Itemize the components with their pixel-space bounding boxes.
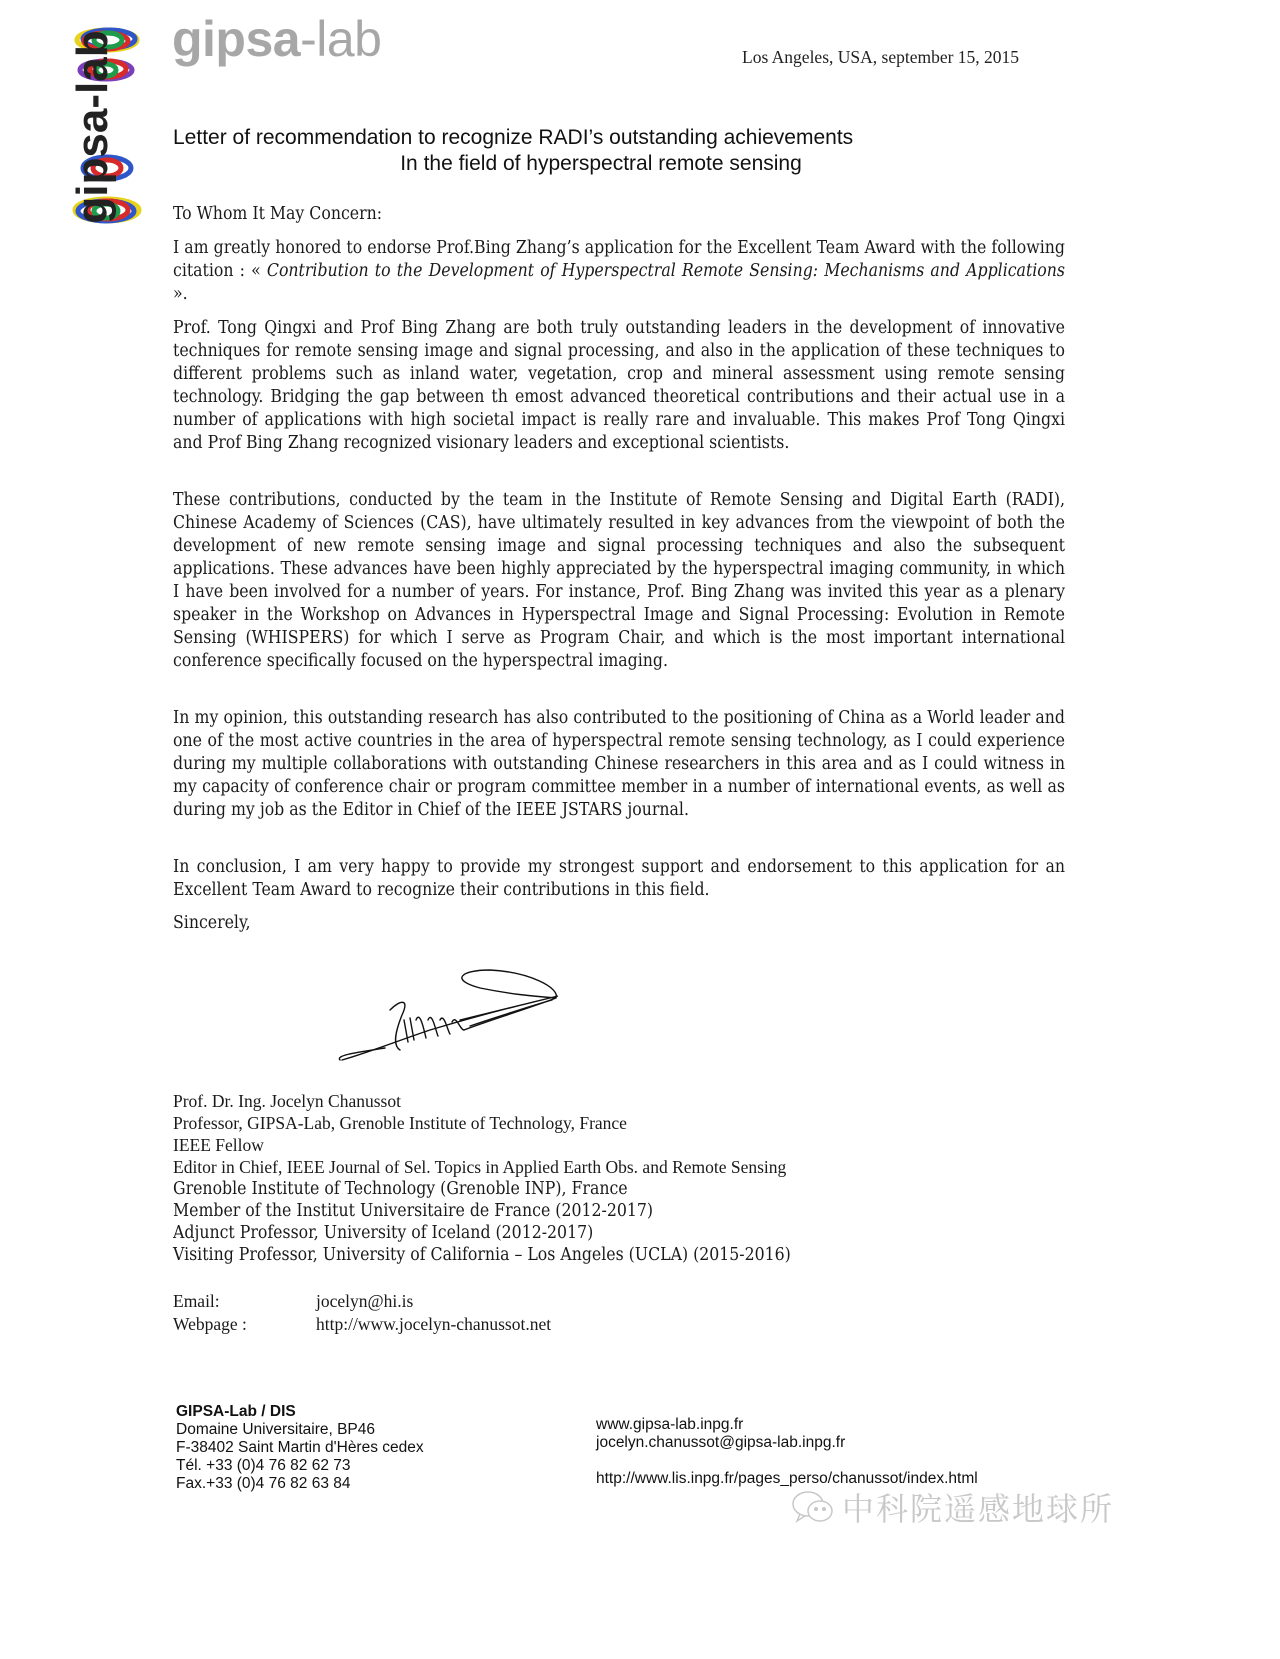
contact-email-row — [173, 1290, 551, 1313]
footer-address-line2: F-38402 Saint Martin d'Hères cedex — [176, 1439, 424, 1456]
handwritten-signature-icon — [330, 960, 570, 1070]
watermark — [790, 1484, 1114, 1530]
paragraph-leaders: Prof. Tong Qingxi and Prof Bing Zhang are both truly outstanding leaders in the development of innovative techniques for remote sensing image and signal processing, and also in the application of these techniques to different problems such as inland water, vegetation, crop and mineral assessment using remote sensing technology. Bridging the gap between th emost advanced theoretical contributions and their actual use in a number of applications with high societal impact is really rare and invaluable. This makes Prof Tong Qingxi and Prof Bing Zhang recognized visionary leaders and exceptional scientists. — [173, 318, 1065, 453]
webpage-label: Webpage : — [173, 1314, 247, 1334]
letter-title-line2-text: In the field of hyperspectral remote sensing — [400, 152, 802, 175]
gipsa-lab-logo-mark-icon — [62, 22, 152, 232]
footer-email-link[interactable]: jocelyn.chanussot@gipsa-lab.inpg.fr — [596, 1434, 846, 1451]
contact-webpage-row — [173, 1313, 551, 1336]
signer-title-visiting: Visiting Professor, University of California – Los Angeles (UCLA) (2015-2016) — [173, 1245, 791, 1265]
p1-end: ». — [173, 284, 188, 304]
paragraph-conclusion: In conclusion, I am very happy to provide my strongest support and endorsement to this application for an Excellent Team Award to recognize their contributions in this field. — [173, 857, 1065, 900]
logo-word-bold: gipsa — [172, 11, 301, 67]
signer-title-professor: Professor, GIPSA-Lab, Grenoble Institute of Technology, France — [173, 1113, 627, 1133]
footer-phone: Tél. +33 (0)4 76 82 62 73 — [176, 1457, 351, 1474]
footer-website-link[interactable]: www.gipsa-lab.inpg.fr — [596, 1416, 744, 1433]
signer-title-fellow: IEEE Fellow — [173, 1135, 264, 1155]
award-citation: Contribution to the Development of Hyperspectral Remote Sensing: Mechanisms and Applications — [266, 261, 1065, 281]
watermark-text: 中科院遥感地球所 — [842, 1491, 1115, 1527]
footer-links — [596, 1416, 978, 1488]
signer-title-editor: Editor in Chief, IEEE Journal of Sel. Topics in Applied Earth Obs. and Remote Sensing — [173, 1157, 787, 1177]
paragraph-endorsement — [173, 237, 1065, 306]
wechat-icon — [790, 1487, 836, 1527]
signer-title-adjunct: Adjunct Professor, University of Iceland (2012-2017) — [173, 1223, 594, 1243]
email-label: Email: — [173, 1291, 220, 1311]
signer-affiliation: Grenoble Institute of Technology (Grenoble INP), France — [173, 1179, 628, 1199]
p1-start: I am greatly honored to endorse Prof.Bing Zhang’s application for the Excellent Team Award with the following citation : « — [173, 238, 1065, 281]
logo-word-light: -lab — [300, 11, 382, 67]
gipsa-lab-logo-wordmark — [172, 11, 382, 67]
paragraph-contributions: These contributions, conducted by the team in the Institute of Remote Sensing and Digital Earth (RADI), Chinese Academy of Sciences (CAS), have ultimately resulted in key advances from the viewpoint of both the development of new remote sensing image and signal processing techniques and also the subsequent applications. These advances have been highly appreciated by the hyperspectral imaging community, in which I have been involved for a number of years. For instance, Prof. Bing Zhang was invited this year as a plenary speaker in the Workshop on Advances in Hyperspectral Image and Signal Processing: Evolution in Remote Sensing (WHISPERS) for which I serve as Program Chair, and which is the most important international conference specifically focused on the hyperspectral imaging. — [173, 490, 1065, 671]
salutation: To Whom It May Concern: — [173, 204, 383, 224]
dateline: Los Angeles, USA, september 15, 2015 — [742, 47, 1020, 67]
signature-block — [173, 1090, 791, 1266]
letter-title-line1: Letter of recommendation to recognize RADI’s outstanding achievements — [173, 126, 854, 149]
footer-address — [176, 1403, 424, 1493]
footer-fax: Fax.+33 (0)4 76 82 63 84 — [176, 1475, 351, 1492]
contact-info — [173, 1290, 551, 1336]
paragraph-opinion: In my opinion, this outstanding research has also contributed to the positioning of China as a World leader and one of the most active countries in the area of hyperspectral remote sensing technology, as I could experience during my multiple collaborations with outstanding Chinese researchers in this area and as I could witness in my capacity of conference chair or program committee member in a number of international events, as well as during my job as the Editor in Chief of the IEEE JSTARS journal. — [173, 708, 1065, 820]
footer-address-line1: Domaine Universitaire, BP46 — [176, 1421, 376, 1438]
letter-title-line2 — [173, 152, 1065, 176]
email-link[interactable]: jocelyn@hi.is — [316, 1291, 414, 1311]
webpage-link[interactable]: http://www.jocelyn-chanussot.net — [316, 1314, 552, 1334]
signer-name: Prof. Dr. Ing. Jocelyn Chanussot — [173, 1091, 401, 1111]
footer-lab-name: GIPSA-Lab / DIS — [176, 1403, 296, 1420]
footer-personal-page-link[interactable]: http://www.lis.inpg.fr/pages_perso/chanussot/index.html — [596, 1470, 978, 1487]
closing: Sincerely, — [173, 913, 251, 933]
logo-vertical-text: gipsa-lab — [68, 30, 117, 224]
signer-title-member: Member of the Institut Universitaire de France (2012-2017) — [173, 1201, 654, 1221]
